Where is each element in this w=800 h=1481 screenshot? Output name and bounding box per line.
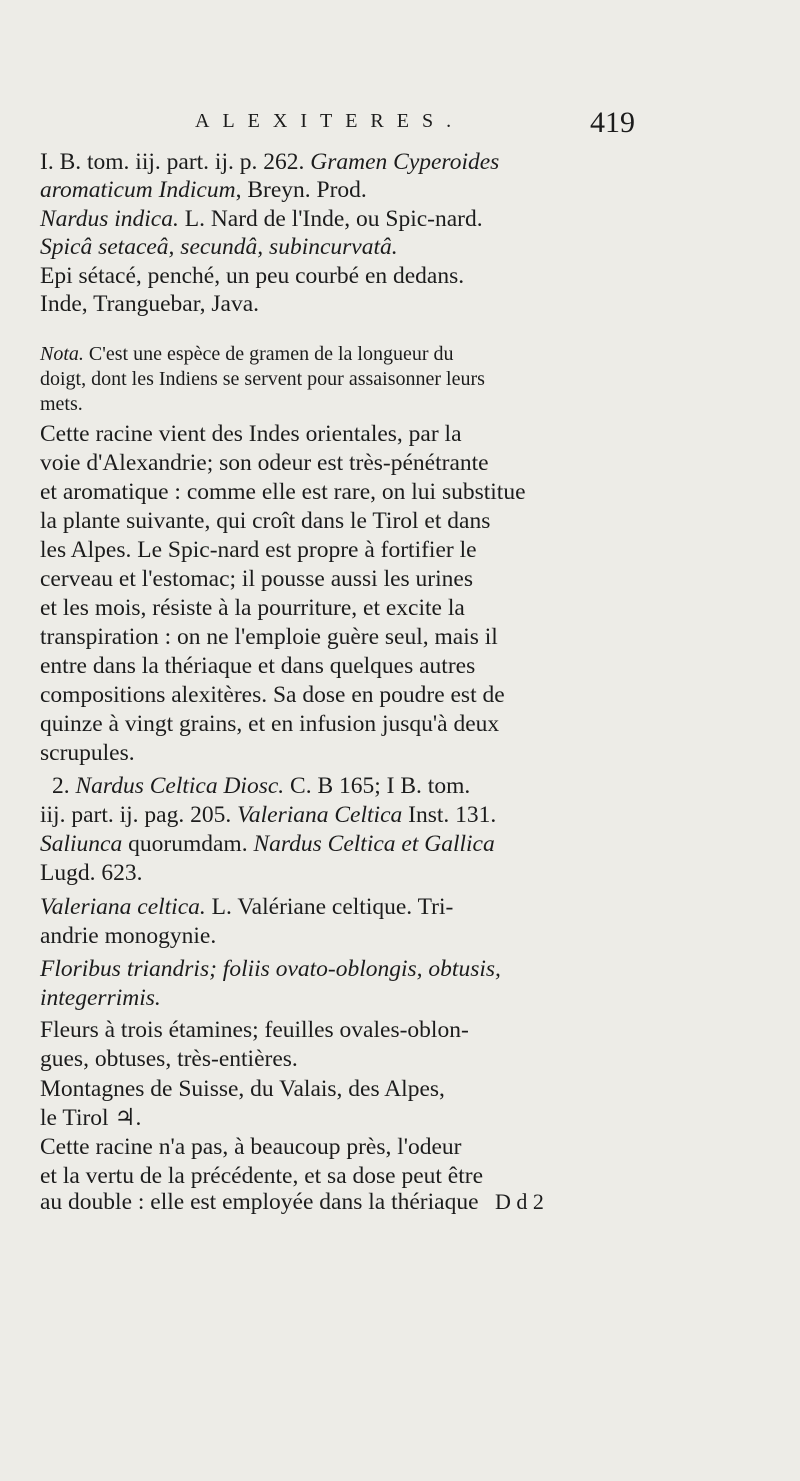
entry2-line7: Floribus triandris; foliis ovato-oblongis, obtusis, <box>40 956 501 982</box>
paragraph1-line: compositions alexitères. Sa dose en poudre est de <box>40 682 505 708</box>
paragraph1-line: la plante suivante, qui croît dans le Tirol et dans <box>40 508 491 534</box>
entry2-line3: Saliunca quorumdam. Nardus Celtica et Gallica <box>40 831 495 857</box>
page-header <box>195 106 735 146</box>
entry1-line5: Epi sétacé, penché, un peu courbé en dedans. <box>40 263 465 289</box>
entry1-line1: I. B. tom. iij. part. ij. p. 262. Gramen Cyperoides <box>40 149 500 175</box>
paragraph1-line: scrupules. <box>40 740 135 766</box>
entry2-line12: le Tirol ♃. <box>40 1105 142 1131</box>
entry2-line5: Valeriana celtica. L. Valériane celtique. Tri- <box>40 894 454 920</box>
nota-line3: mets. <box>40 393 83 415</box>
entry1-line4: Spicâ setaceâ, secundâ, subincurvatâ. <box>40 234 398 260</box>
entry2-line4: Lugd. 623. <box>40 860 143 886</box>
paragraph1-line: transpiration : on ne l'emploie guère seul, mais il <box>40 624 498 650</box>
paragraph2-line: au double : elle est employée dans la thériaque <box>40 1189 479 1215</box>
entry2-line1: 2. Nardus Celtica Diosc. C. B 165; I B. tom. <box>52 773 471 799</box>
paragraph1-line: les Alpes. Le Spic-nard est propre à fortifier le <box>40 537 477 563</box>
entry2-line9: Fleurs à trois étamines; feuilles ovales-oblon- <box>40 1017 469 1043</box>
entry1-line2: aromaticum Indicum, Breyn. Prod. <box>40 177 367 203</box>
paragraph2-line: et la vertu de la précédente, et sa dose peut être <box>40 1163 484 1189</box>
entry2-line6: andrie monogynie. <box>40 923 217 949</box>
nota-line2: doigt, dont les Indiens se servent pour assaisonner leurs <box>40 368 485 390</box>
paragraph1-line: entre dans la thériaque et dans quelques autres <box>40 653 476 679</box>
entry2-line2: iij. part. ij. pag. 205. Valeriana Celtica Inst. 131. <box>40 802 497 828</box>
paragraph1-line: quinze à vingt grains, et en infusion jusqu'à deux <box>40 711 500 737</box>
paragraph2-line: Cette racine n'a pas, à beaucoup près, l'odeur <box>40 1134 462 1160</box>
page-number: 419 <box>590 106 635 139</box>
paragraph1-line: voie d'Alexandrie; son odeur est très-pénétrante <box>40 450 489 476</box>
paragraph1-line: et les mois, résiste à la pourriture, et excite la <box>40 595 465 621</box>
paragraph1-line: Cette racine vient des Indes orientales, par la <box>40 421 462 447</box>
nota-line1: Nota. C'est une espèce de gramen de la longueur du <box>40 343 454 365</box>
paragraph1-line: cerveau et l'estomac; il pousse aussi les urines <box>40 566 473 592</box>
entry2-line8: integerrimis. <box>40 985 161 1011</box>
entry2-line10: gues, obtuses, très-entières. <box>40 1046 298 1072</box>
entry1-line3: Nardus indica. L. Nard de l'Inde, ou Spic-nard. <box>40 206 483 232</box>
paragraph1-line: et aromatique : comme elle est rare, on lui substitue <box>40 479 526 505</box>
entry2-line11: Montagnes de Suisse, du Valais, des Alpes, <box>40 1076 445 1102</box>
entry1-line6: Inde, Tranguebar, Java. <box>40 291 259 317</box>
signature-mark: D d 2 <box>495 1189 544 1214</box>
running-title: ALEXITERES. <box>195 110 465 132</box>
